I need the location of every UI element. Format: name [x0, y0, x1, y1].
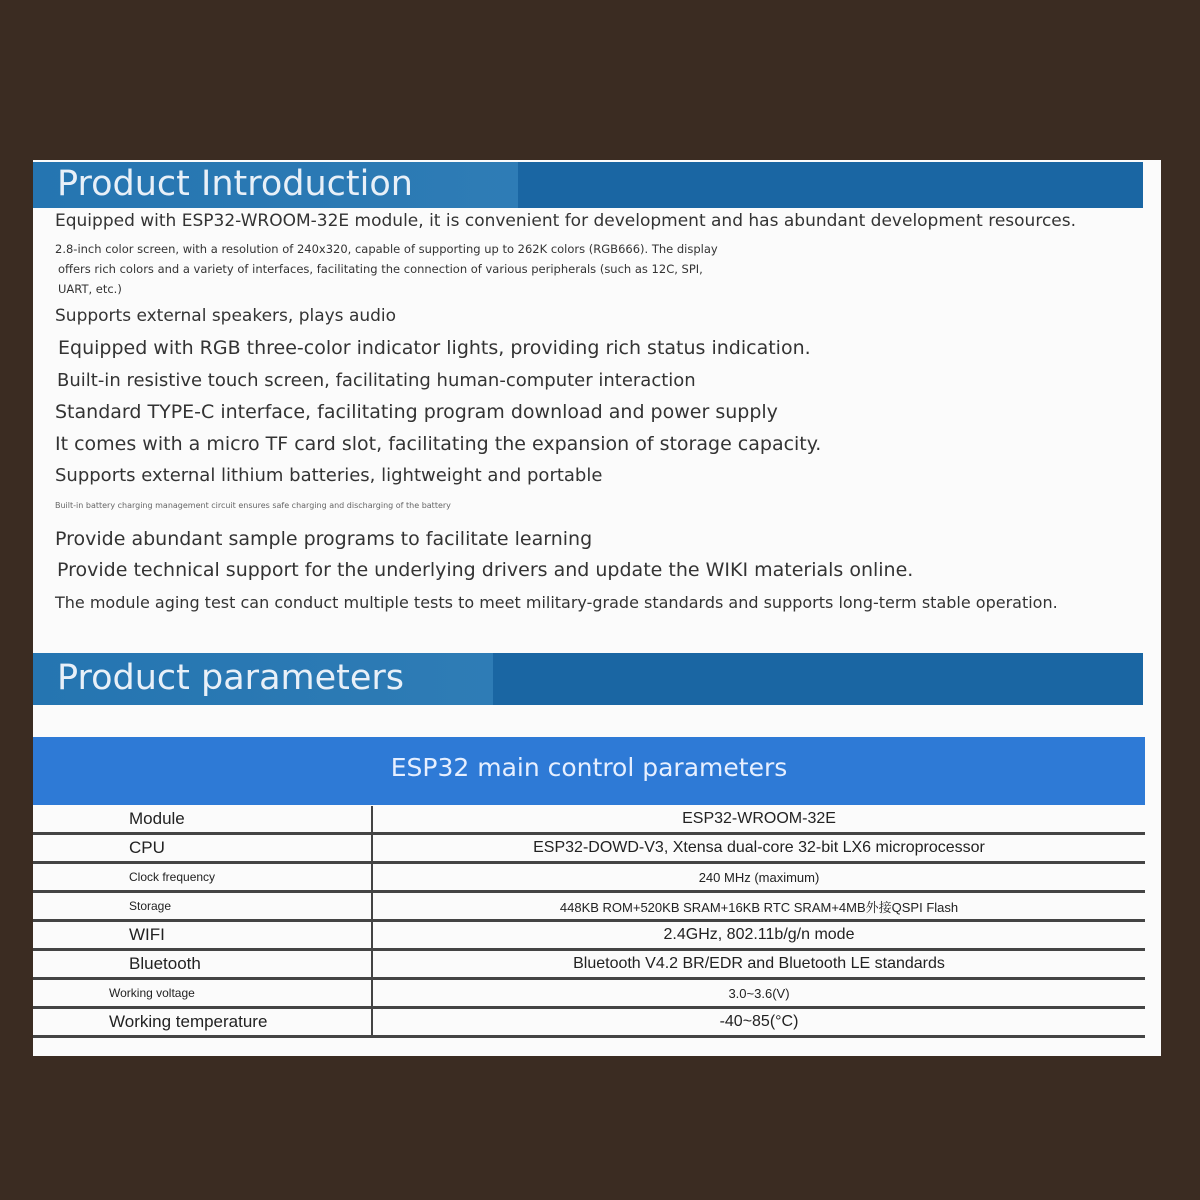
table-row [33, 806, 1145, 834]
param-value: Bluetooth V4.2 BR/EDR and Bluetooth LE standards [372, 950, 1145, 979]
param-name: Storage [33, 892, 372, 921]
param-value: ESP32-WROOM-32E [372, 806, 1145, 834]
table-row [33, 1008, 1145, 1037]
param-value: -40~85(°C) [372, 1008, 1145, 1037]
intro-line: Built-in battery charging management circuit ensures safe charging and discharging of the battery [55, 501, 451, 510]
param-value: 448KB ROM+520KB SRAM+16KB RTC SRAM+4MB外接QSPI Flash [372, 892, 1145, 921]
intro-line: Built-in resistive touch screen, facilitating human-computer interaction [57, 370, 696, 391]
table-row [33, 863, 1145, 892]
section-title: Product parameters [57, 658, 405, 698]
param-name: Bluetooth [33, 950, 372, 979]
table-row [33, 979, 1145, 1008]
intro-line: offers rich colors and a variety of interfaces, facilitating the connection of various peripherals (such as 12C, SPI, [58, 262, 703, 276]
intro-line: Supports external lithium batteries, lightweight and portable [55, 465, 603, 486]
intro-line: Supports external speakers, plays audio [55, 306, 397, 326]
section-header-params [33, 653, 1143, 705]
intro-line: UART, etc.) [58, 282, 122, 296]
param-name: Module [33, 806, 372, 834]
table-title: ESP32 main control parameters [33, 737, 1145, 805]
param-name: Working voltage [33, 979, 372, 1008]
table-row [33, 834, 1145, 863]
intro-line: Equipped with ESP32-WROOM-32E module, it is convenient for development and has abundant development resources. [55, 211, 1077, 231]
intro-line: It comes with a micro TF card slot, facilitating the expansion of storage capacity. [55, 433, 822, 455]
intro-line: Provide abundant sample programs to facilitate learning [55, 528, 593, 550]
param-value: 2.4GHz, 802.11b/g/n mode [372, 921, 1145, 950]
intro-line: Provide technical support for the underlying drivers and update the WIKI materials online. [57, 559, 914, 581]
param-name: WIFI [33, 921, 372, 950]
intro-line: 2.8-inch color screen, with a resolution of 240x320, capable of supporting up to 262K colors (RGB666). The display [55, 242, 718, 256]
param-name: Working temperature [33, 1008, 372, 1037]
table-row [33, 892, 1145, 921]
table-row [33, 950, 1145, 979]
section-title: Product Introduction [57, 164, 413, 204]
intro-line: The module aging test can conduct multiple tests to meet military-grade standards and supports long-term stable operation. [55, 593, 1058, 612]
param-name: Clock frequency [33, 863, 372, 892]
param-value: ESP32-DOWD-V3, Xtensa dual-core 32-bit LX6 microprocessor [372, 834, 1145, 863]
param-name: CPU [33, 834, 372, 863]
table-row [33, 921, 1145, 950]
param-value: 3.0~3.6(V) [372, 979, 1145, 1008]
section-header-intro [33, 162, 1143, 208]
intro-line: Equipped with RGB three-color indicator lights, providing rich status indication. [58, 337, 811, 359]
param-value: 240 MHz (maximum) [372, 863, 1145, 892]
parameters-table [33, 806, 1145, 1038]
intro-line: Standard TYPE-C interface, facilitating program download and power supply [55, 401, 778, 423]
